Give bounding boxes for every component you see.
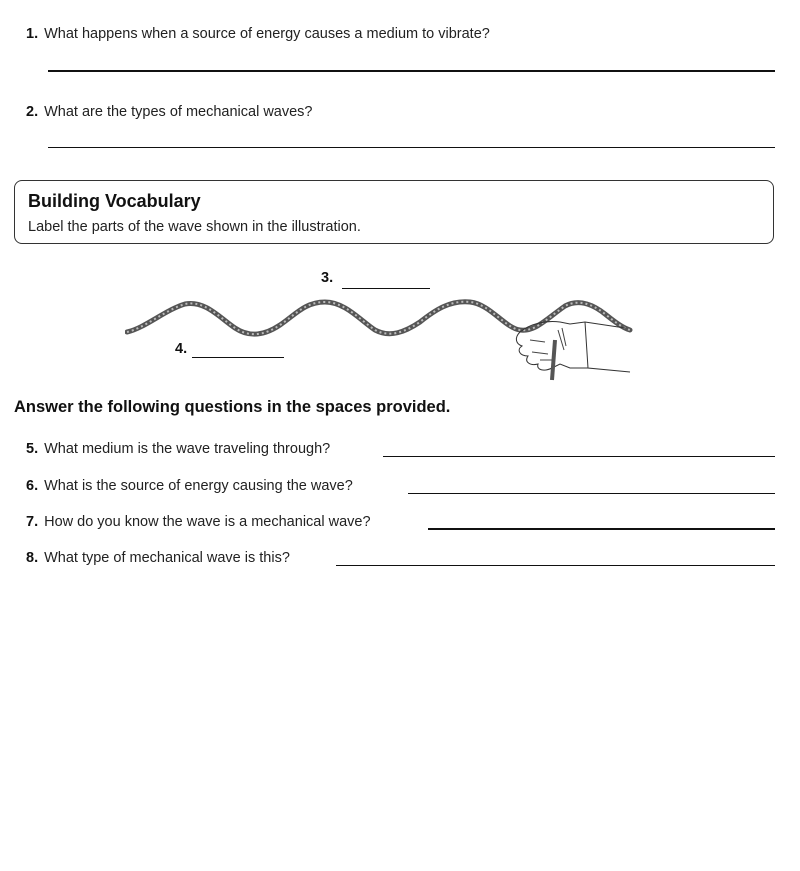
section-instructions: Answer the following questions in the spaces provided.	[14, 398, 451, 416]
answer-line-5[interactable]	[383, 456, 775, 457]
question-8	[26, 550, 290, 566]
answer-line-1[interactable]	[48, 70, 775, 72]
question-text: What happens when a source of energy causes a medium to vibrate?	[44, 26, 490, 42]
question-text: How do you know the wave is a mechanical wave?	[44, 514, 371, 530]
question-7	[26, 514, 371, 530]
answer-line-4[interactable]	[192, 357, 284, 358]
question-5	[26, 441, 330, 457]
question-2	[26, 104, 312, 120]
label-3: 3.	[321, 270, 334, 286]
question-number: 8.	[26, 550, 39, 566]
question-number: 7.	[26, 514, 39, 530]
question-text: What medium is the wave traveling through?	[44, 441, 331, 457]
vocabulary-title: Building Vocabulary	[28, 191, 201, 211]
question-text: What are the types of mechanical waves?	[44, 104, 313, 120]
answer-line-2[interactable]	[48, 147, 775, 148]
answer-line-6[interactable]	[408, 493, 775, 494]
answer-line-7[interactable]	[428, 528, 775, 530]
question-number: 1.	[26, 26, 39, 42]
answer-line-8[interactable]	[336, 565, 775, 566]
hand-icon	[500, 310, 635, 385]
question-text: What is the source of energy causing the wave?	[44, 478, 353, 494]
question-number: 5.	[26, 441, 39, 457]
question-number: 2.	[26, 104, 39, 120]
question-1	[26, 26, 490, 42]
answer-line-3[interactable]	[342, 288, 430, 289]
label-4: 4.	[175, 341, 188, 357]
question-text: What type of mechanical wave is this?	[44, 550, 290, 566]
question-number: 6.	[26, 478, 39, 494]
vocabulary-box	[14, 180, 774, 244]
question-6	[26, 478, 353, 494]
vocabulary-instructions: Label the parts of the wave shown in the illustration.	[28, 219, 361, 235]
